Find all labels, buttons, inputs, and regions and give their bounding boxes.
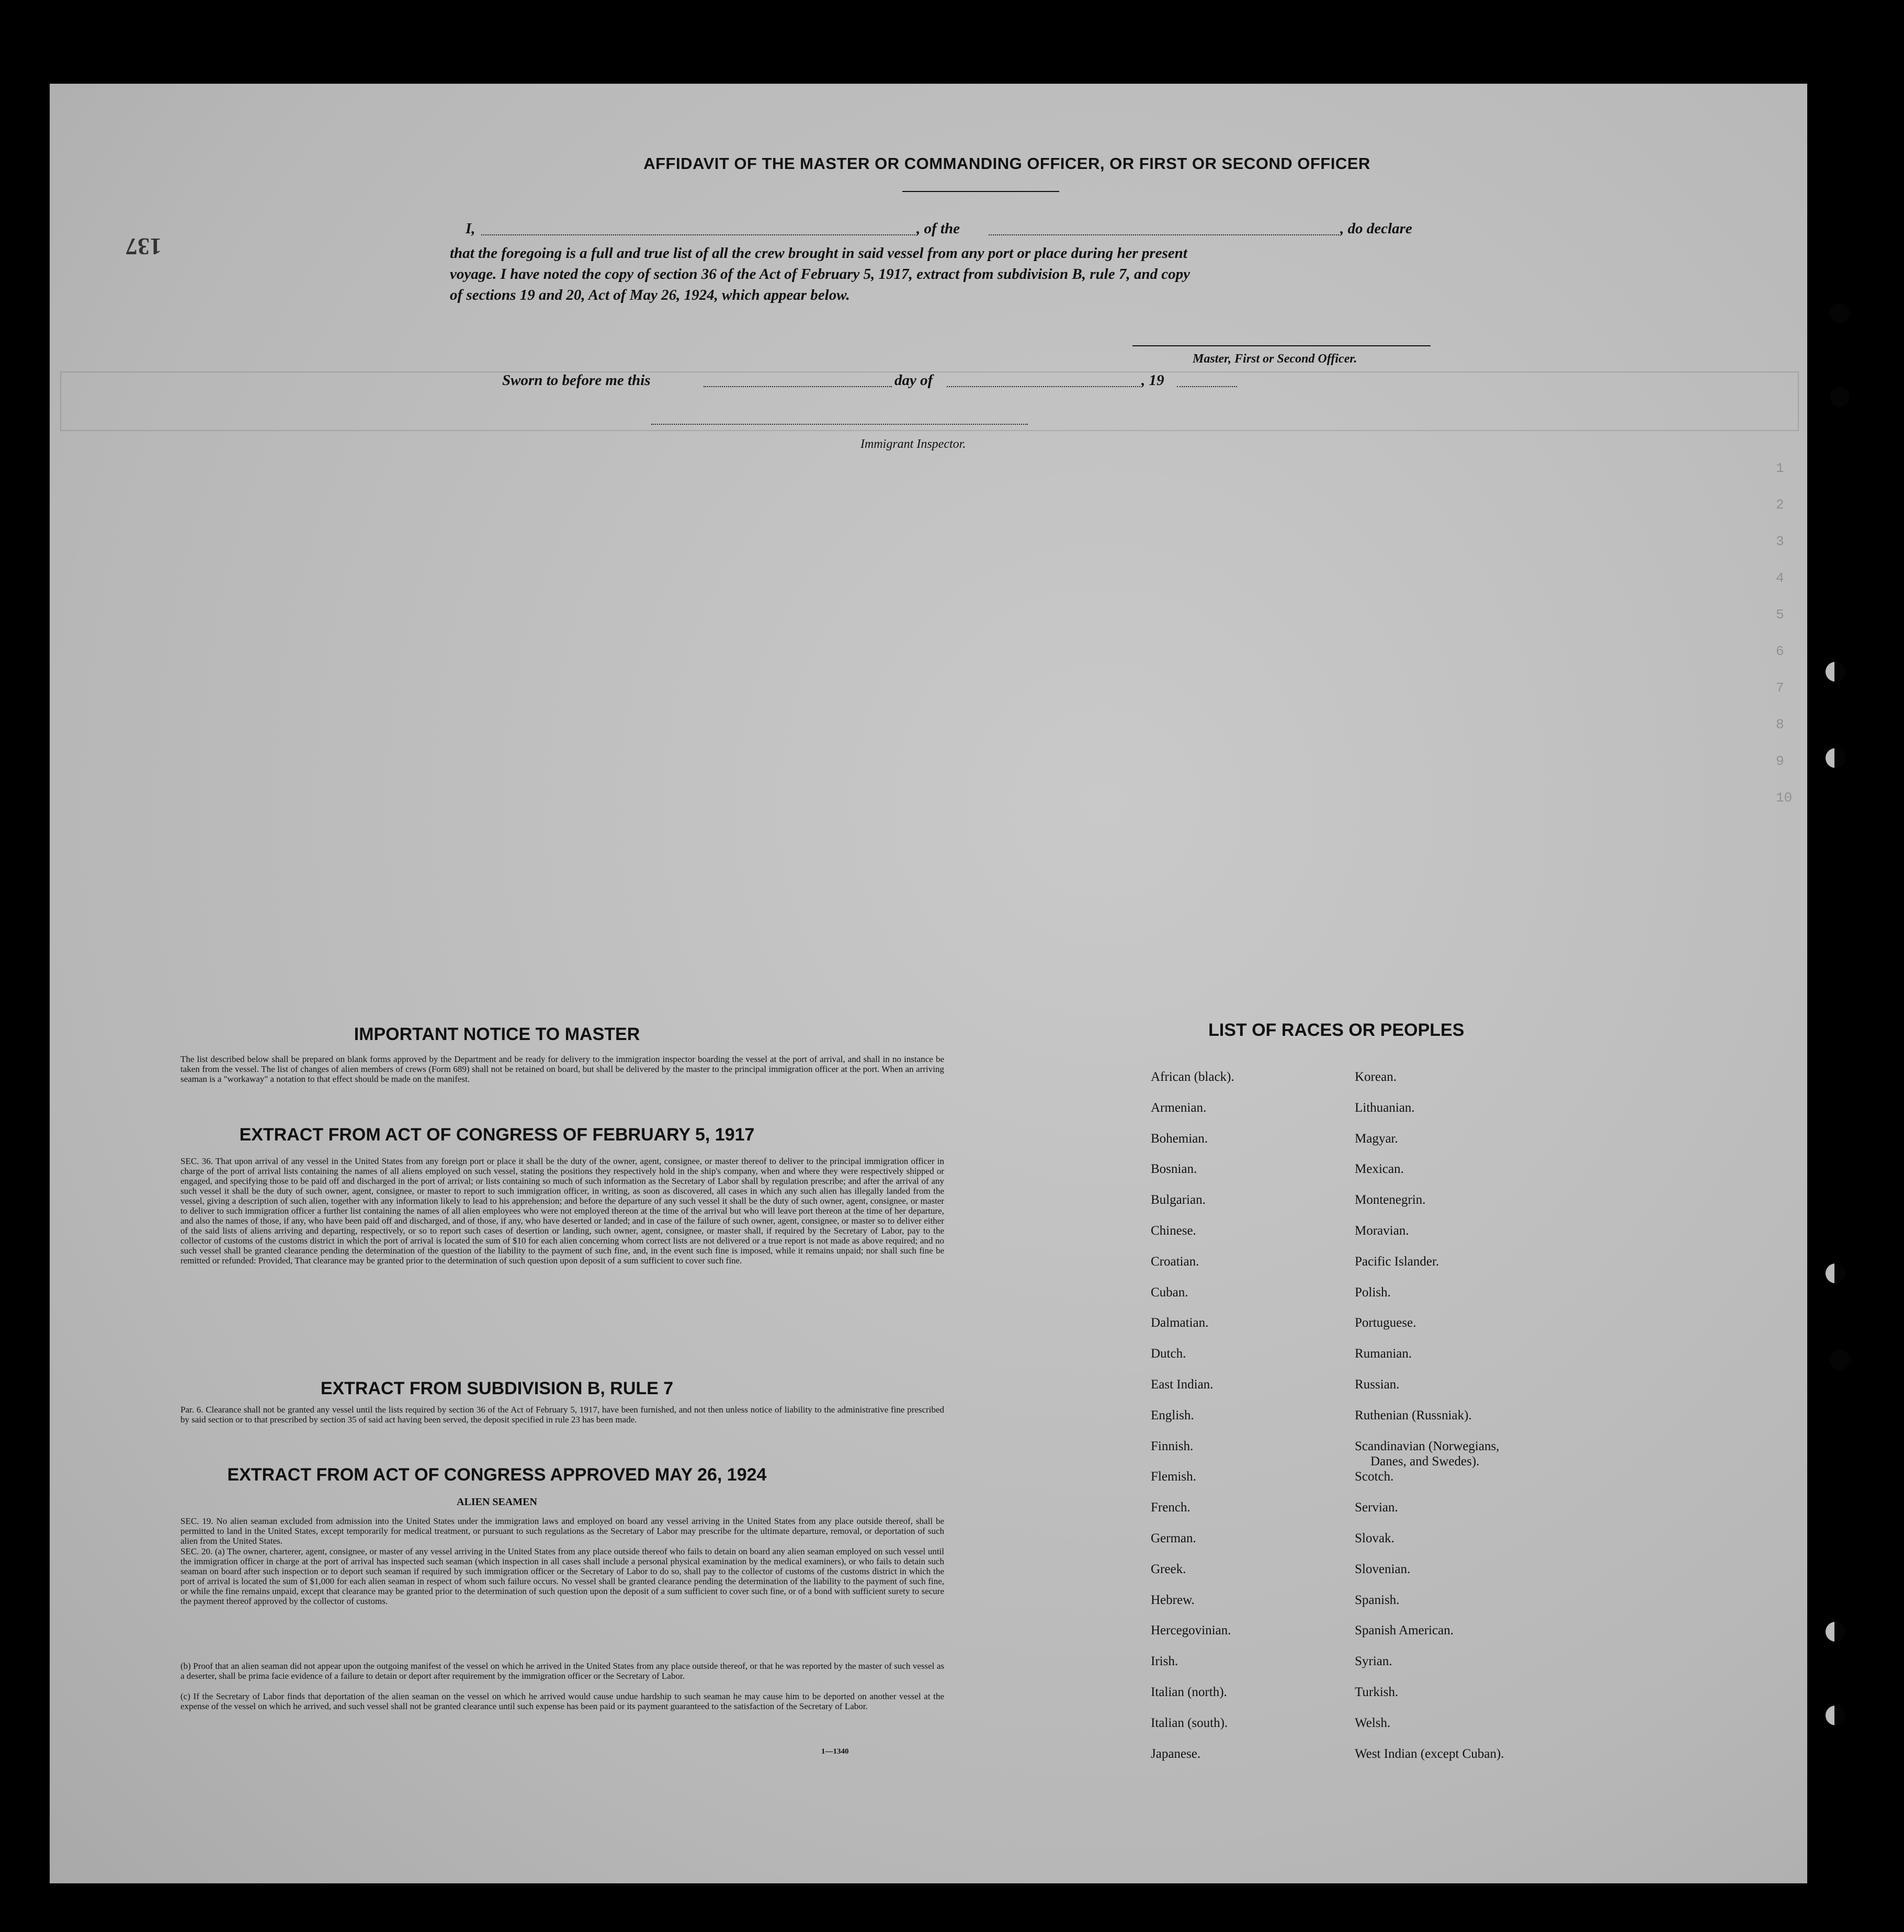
race-item: Cuban. (1151, 1285, 1188, 1300)
race-item: Finnish. (1151, 1439, 1194, 1453)
race-item: Syrian. (1355, 1654, 1392, 1669)
rule-7-text: Par. 6. Clearance shall not be granted any vessel until the lists required by section 36 of the Act of February 5, 1917, have been furnished, and not then unless notice of liability to the administrative fine prescribed by said section or to that prescribed by section 35 of said act having been served, the deposit specified in rule 23 has been made. (180, 1405, 944, 1425)
race-item: Magyar. (1355, 1131, 1398, 1146)
name-blank (481, 234, 915, 235)
race-item: Italian (north). (1151, 1685, 1227, 1699)
race-item: Mexican. (1355, 1162, 1404, 1177)
race-item: Slovak. (1355, 1531, 1395, 1545)
race-item: Armenian. (1151, 1100, 1207, 1115)
race-item: Scotch. (1355, 1470, 1394, 1484)
year-prefix: , 19 (1141, 372, 1164, 389)
race-item: Pacific Islander. (1355, 1254, 1440, 1269)
document-page (50, 84, 1807, 1883)
race-item: Dutch. (1151, 1347, 1186, 1361)
race-item: Dalmatian. (1151, 1316, 1209, 1330)
races-left-list (1151, 1070, 1350, 1844)
race-item: Flemish. (1151, 1470, 1196, 1484)
alien-seamen-subtitle: ALIEN SEAMEN (457, 1496, 537, 1508)
margin-number: 137 (126, 233, 162, 260)
faint-stamp (1488, 1784, 1750, 1847)
race-item: Japanese. (1151, 1746, 1201, 1761)
race-item: Russian. (1355, 1377, 1400, 1392)
declaration-body-2: voyage. I have noted the copy of section 36 of the Act of February 5, 1917, extract from subdivision B, rule 7, and copy (450, 266, 1190, 283)
races-title: LIST OF RACES OR PEOPLES (1208, 1020, 1465, 1040)
punch-hole (1830, 387, 1850, 407)
race-item: Spanish. (1355, 1592, 1400, 1607)
race-item: French. (1151, 1500, 1191, 1515)
race-item: Turkish. (1355, 1685, 1399, 1699)
race-item: Irish. (1151, 1654, 1178, 1669)
race-item: Portuguese. (1355, 1316, 1416, 1330)
race-item: English. (1151, 1408, 1194, 1422)
punch-hole (1826, 1263, 1845, 1283)
show-through-background: 1 2 3 4 5 6 7 8 9 10 (50, 84, 1807, 1883)
race-item: Korean. (1355, 1070, 1397, 1084)
race-item: Ruthenian (Russniak). (1355, 1408, 1472, 1422)
sworn-day-blank (704, 386, 892, 387)
punch-hole (1826, 662, 1845, 682)
race-item: West Indian (except Cuban). (1355, 1746, 1504, 1761)
race-item: Slovenian. (1355, 1562, 1411, 1576)
race-item: Bulgarian. (1151, 1193, 1206, 1207)
rule-7-title: EXTRACT FROM SUBDIVISION B, RULE 7 (320, 1379, 674, 1398)
race-item: Greek. (1151, 1562, 1186, 1576)
notice-text: The list described below shall be prepared on blank forms approved by the Department and be ready for delivery to the immigration inspector boarding the vessel at the port of arrival, and shall in no instance be taken from the vessel. The list of changes of alien members of crews (Form 689) shall not be retained on board, but shall be delivered by the master to the principal immigration officer at the port. When an arriving seaman is a "workaway" a notation to that effect should be made on the manifest. (180, 1054, 944, 1084)
act-1924-sec20a: SEC. 20. (a) The owner, charterer, agent, consignee, or master of any vessel arriving in the United States from any place outside thereof who fails to detain on board any alien seaman employed on such vessel until the immigration officer in charge at the port of arrival has inspected such seaman (which inspection in all cases shall include a personal physical examination by the medical examiners), or who fails to detain such seaman on board after such inspection or to deport such seaman if required by such immigration officer or the Secretary of Labor to do so, shall pay to the collector of customs of the customs district in which the port of arrival is located the sum of $1,000 for each alien seaman in respect of whom such failure occurs. No vessel shall be granted clearance pending the determination of the liability to the payment of such fine, or while the fine remains unpaid, except that clearance may be granted prior to the determination of such question upon the deposit of a sum sufficient to cover such fine, or of a bond with sufficient surety to secure the payment thereof approved by the collector of customs. (180, 1546, 944, 1606)
race-item: Spanish American. (1355, 1623, 1454, 1638)
race-item: Italian (south). (1151, 1715, 1228, 1730)
race-item: Polish. (1355, 1285, 1391, 1300)
declare-do-declare: , do declare (1340, 220, 1412, 237)
declare-of-the: , of the (916, 220, 960, 237)
punch-hole (1830, 1350, 1850, 1370)
race-item: Montenegrin. (1355, 1193, 1426, 1207)
race-item: Scandinavian (Norwegians, (1355, 1439, 1500, 1453)
races-right-list (1355, 1070, 1627, 1844)
form-code: 1—1340 (821, 1747, 849, 1756)
race-item: Chinese. (1151, 1224, 1196, 1238)
act-1924-sec20b: (b) Proof that an alien seaman did not appear upon the outgoing manifest of the vessel on which he arrived in the United States from any place outside thereof, or that he was reported by the master of such vessel as a deserter, shall be prima facie evidence of a failure to detain or deport after requirement by the immigration officer or the Secretary of Labor. (180, 1661, 944, 1681)
sworn-month-blank (947, 386, 1140, 387)
title-underline (902, 191, 1059, 192)
inspector-signature-line (651, 424, 1028, 425)
day-of-label: day of (894, 372, 933, 389)
sworn-line (502, 370, 1287, 391)
year-blank (1177, 386, 1237, 387)
race-item: East Indian. (1151, 1377, 1214, 1392)
master-signature-line (1132, 345, 1431, 346)
affidavit-title: AFFIDAVIT OF THE MASTER OR COMMANDING OFFICER, OR FIRST OR SECOND OFFICER (643, 154, 1370, 173)
declaration-body-3: of sections 19 and 20, Act of May 26, 1924, which appear below. (450, 287, 850, 303)
race-item: German. (1151, 1531, 1196, 1545)
punch-hole (1826, 1622, 1845, 1642)
declaration-body-1: that the foregoing is a full and true list of all the crew brought in said vessel from any port or place during her present (450, 245, 1187, 262)
act-1917-text: SEC. 36. That upon arrival of any vessel in the United States from any foreign port or place it shall be the duty of the owner, agent, consignee, or master thereof to deliver to the principal immigration officer in charge of the port of arrival lists containing the names of all aliens employed on such vessel, stating the positions they respectively hold in the ship's company, when and where they were respectively shipped or engaged, and specifying those to be paid off and discharged in the port of arrival; or lists containing so much of such information as the Secretary of Labor shall by regulation prescribe; and after the arrival of any such vessel it shall be the duty of such owner, agent, consignee, or master to report to such immigration officer, in writing, as soon as discovered, all cases in which any such alien has illegally landed from the vessel, giving a description of such alien, together with any information likely to lead to his apprehension; and before the departure of any such vessel it shall be the duty of such owner, agent, consignee, or master to deliver to such immigration officer a further list containing the names of all alien employees who were not employed thereon at the time of the arrival but who will leave port thereon at the time of her departure, and also the names of those, if any, who have been paid off and discharged, and of those, if any, who have deserted or landed; and in case of the failure of such owner, agent, consignee, or master so to deliver either of the said lists of aliens arriving and departing, respectively, or so to report such cases of desertion or landing, such owner, agent, consignee, or master shall, if required by the Secretary of Labor, pay to the collector of customs of the customs district in which the port of arrival is located the sum of $10 for each alien concerning whom correct lists are not delivered or a true report is not made as above required; and no such vessel shall be granted clearance pending the determination of the question of the liability to the payment of such fine, and, in the event such fine is imposed, while it remains unpaid; nor shall such fine be remitted or refunded: Provided, That clearance may be granted prior to the determination of such question upon deposit of a sum sufficient to cover such fine. (180, 1156, 944, 1266)
race-item: Hebrew. (1151, 1592, 1195, 1607)
act-1924-sec19: SEC. 19. No alien seaman excluded from admission into the United States under the immigration laws and employed on board any vessel arriving in the United States from any place outside thereof, shall be permitted to land in the United States, except temporarily for medical treatment, or pursuant to such regulations as the Secretary of Labor may prescribe for the ultimate departure, removal, or deportation of such alien from the United States. (180, 1516, 944, 1546)
race-item: Croatian. (1151, 1254, 1199, 1269)
act-1924-title: EXTRACT FROM ACT OF CONGRESS APPROVED MAY 26, 1924 (227, 1465, 767, 1485)
act-1924-sec20c: (c) If the Secretary of Labor finds that deportation of the alien seaman on the vessel on which he arrived would cause undue hardship to such seaman he may cause him to be deported on another vessel at the expense of the vessel on which he arrived, and such vessel shall not be granted clearance until such expense has been paid or its payment guaranteed to the satisfaction of the Secretary of Labor. (180, 1691, 944, 1711)
race-item: Servian. (1355, 1500, 1398, 1515)
punch-hole (1830, 303, 1850, 323)
race-item: Hercegovinian. (1151, 1623, 1231, 1638)
race-item: Lithuanian. (1355, 1100, 1415, 1115)
race-item: Danes, and Swedes). (1370, 1454, 1480, 1468)
declare-line (466, 219, 1564, 240)
sworn-label: Sworn to before me this (502, 372, 651, 389)
race-item: Bosnian. (1151, 1162, 1197, 1177)
act-1917-title: EXTRACT FROM ACT OF CONGRESS OF FEBRUARY 5, 1917 (239, 1125, 755, 1145)
race-item: Rumanian. (1355, 1347, 1412, 1361)
inspector-label: Immigrant Inspector. (860, 437, 966, 451)
master-label: Master, First or Second Officer. (1193, 352, 1357, 366)
declare-i: I, (466, 220, 475, 237)
notice-title: IMPORTANT NOTICE TO MASTER (354, 1024, 640, 1044)
race-item: Moravian. (1355, 1224, 1409, 1238)
punch-hole (1826, 748, 1845, 768)
race-item: Welsh. (1355, 1715, 1391, 1730)
vessel-blank (989, 234, 1339, 235)
race-item: African (black). (1151, 1070, 1234, 1084)
race-item: Bohemian. (1151, 1131, 1208, 1146)
punch-hole (1826, 1705, 1845, 1725)
